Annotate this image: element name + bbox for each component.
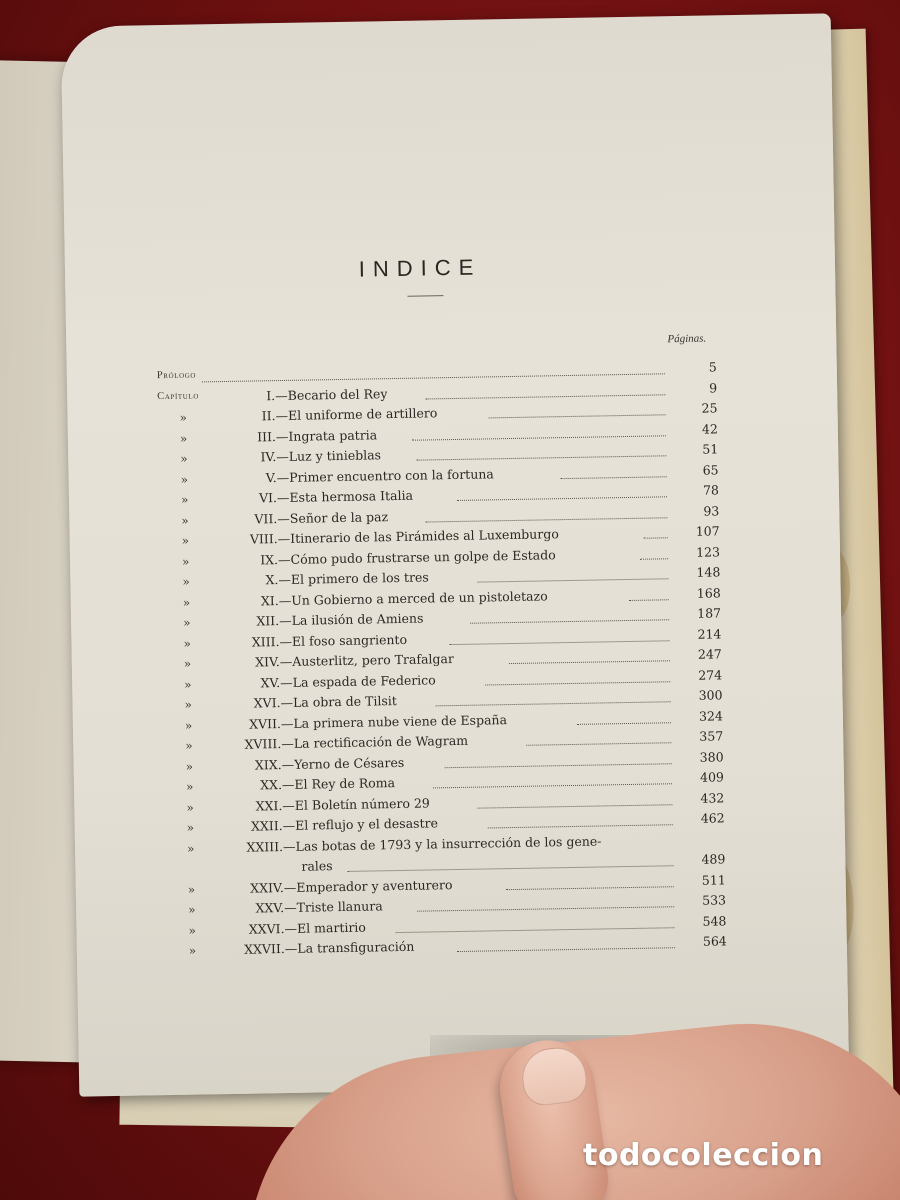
ditto-mark: » [185, 759, 194, 774]
chapter-numeral: XXV. [255, 900, 285, 916]
chapter-title: —Cómo pudo frustrarse un golpe de Estado [277, 546, 556, 567]
chapter-numeral: III. [256, 428, 277, 444]
chapter-numeral: XIX. [254, 756, 282, 773]
ditto-mark: » [183, 656, 192, 671]
chapter-title: —Ingrata patria [275, 426, 378, 444]
chapter-numeral: XVII. [248, 715, 282, 732]
page-number: 324 [698, 707, 723, 724]
ditto-mark: » [183, 636, 191, 651]
chapter-title: —El Boletín número 29 [282, 794, 430, 813]
ditto-mark: » [185, 738, 193, 753]
page-number: 107 [695, 523, 720, 539]
chapter-numeral: XIII. [251, 633, 280, 650]
chapter-numeral: X. [265, 572, 279, 588]
dot-leader [486, 680, 671, 685]
dot-leader [457, 495, 667, 501]
capitulo-label: Capítulo [157, 389, 200, 402]
prologo-label: Prólogo [156, 369, 197, 382]
dot-leader [348, 864, 674, 872]
page-number: 65 [702, 461, 719, 478]
page-number: 247 [697, 646, 722, 662]
ditto-mark: » [188, 923, 196, 938]
ditto-mark: » [187, 882, 196, 897]
chapter-numeral: XIV. [255, 654, 280, 670]
chapter-numeral: VIII. [249, 531, 278, 547]
ditto-mark: » [184, 697, 193, 712]
chapter-title: —Austerlitz, pero Trafalgar [279, 651, 455, 670]
ditto-mark: » [186, 800, 194, 815]
page-number: 462 [700, 810, 725, 826]
ditto-mark: » [181, 554, 190, 569]
chapter-title: —La obra de Tilsit [280, 693, 397, 711]
dot-leader [577, 721, 671, 725]
dot-leader [417, 454, 667, 460]
chapter-numeral: XVIII. [244, 736, 282, 752]
dot-leader [426, 516, 668, 522]
page-title: INDICE [358, 254, 482, 282]
page-number: 548 [702, 912, 727, 929]
page-number: 274 [698, 666, 723, 683]
ditto-mark: » [182, 574, 190, 589]
ditto-mark: » [180, 451, 188, 466]
chapter-title: —La transfiguración [284, 938, 415, 957]
dot-leader [433, 782, 672, 788]
dot-leader [457, 946, 675, 952]
page-number: 564 [702, 933, 727, 949]
ditto-mark: » [179, 410, 188, 425]
chapter-title: —El uniforme de artillero [275, 405, 438, 424]
page-number: 51 [702, 441, 719, 457]
dot-leader [395, 926, 674, 933]
page-number: 533 [702, 892, 727, 908]
page-number: 123 [695, 543, 721, 560]
dot-leader [477, 803, 672, 808]
ditto-mark: » [180, 492, 189, 507]
page-number: 9 [709, 379, 718, 396]
dot-leader [506, 885, 674, 890]
dot-leader [629, 598, 669, 601]
chapter-numeral: XXIV. [250, 879, 284, 896]
page-number: 187 [697, 605, 722, 621]
ditto-mark: » [188, 943, 197, 958]
chapter-title: —La rectificación de Wagram [281, 732, 469, 752]
chapter-title-continued: rales [301, 858, 333, 874]
title-rule [407, 295, 443, 297]
watermark-text: todocoleccion [583, 1138, 824, 1173]
dot-leader [644, 536, 668, 538]
page-number: 5 [708, 359, 717, 375]
chapter-numeral: XXII. [250, 818, 283, 834]
dot-leader [436, 700, 671, 706]
chapter-numeral: V. [265, 469, 277, 485]
chapter-numeral: XV. [260, 674, 281, 690]
chapter-numeral: XX. [260, 777, 283, 793]
chapter-title: —Esta hermosa Italia [276, 487, 414, 506]
chapter-numeral: I. [266, 387, 276, 403]
chapter-title: —La espada de Federico [280, 671, 436, 690]
chapter-numeral: XXVI. [248, 920, 285, 937]
dot-leader [640, 557, 668, 559]
dot-leader [412, 434, 666, 440]
index-page [61, 13, 850, 1096]
chapter-numeral: II. [261, 408, 276, 424]
chapter-numeral: VI. [258, 490, 278, 506]
page-number: 78 [702, 482, 720, 498]
page-number: 489 [701, 851, 726, 867]
ditto-mark: » [186, 820, 195, 835]
chapter-title: —La ilusión de Amiens [278, 610, 424, 629]
chapter-title: —El reflujo y el desastre [282, 815, 439, 834]
chapter-title: —Triste llanura [283, 898, 383, 916]
dot-leader [488, 823, 673, 828]
ditto-mark: » [188, 902, 196, 917]
ditto-mark: » [182, 595, 191, 610]
chapter-title: —El primero de los tres [278, 569, 429, 588]
chapter-title: —Las botas de 1793 y la insurrección de los gene- [282, 832, 602, 854]
chapter-numeral: XVI. [253, 695, 281, 711]
chapter-title: —El Rey de Roma [281, 775, 396, 793]
ditto-mark: » [184, 718, 193, 733]
dot-leader [417, 905, 674, 911]
ditto-mark: » [183, 615, 191, 630]
ditto-mark: » [179, 431, 188, 446]
dot-leader [561, 475, 667, 479]
ditto-mark: » [186, 841, 195, 856]
page-number: 432 [700, 789, 725, 806]
dot-leader [477, 577, 668, 582]
chapter-numeral: XII. [256, 613, 280, 629]
chapter-numeral: XXVII. [244, 941, 285, 957]
chapter-title: —El martirio [284, 919, 367, 936]
chapter-title: —Yerno de Césares [281, 754, 405, 772]
chapter-numeral: XXI. [255, 797, 283, 814]
chapter-title: —El foso sangriento [279, 631, 408, 649]
ditto-mark: » [184, 677, 192, 692]
dot-leader [425, 393, 665, 399]
chapter-numeral: XXIII. [246, 838, 284, 855]
page-number: 168 [696, 584, 721, 601]
page-number: 148 [696, 564, 721, 580]
dot-leader [470, 618, 669, 623]
chapter-numeral: VII. [254, 510, 278, 526]
chapter-title: —Luz y tinieblas [276, 447, 382, 465]
page-number: 214 [697, 625, 722, 642]
dot-leader [509, 659, 670, 664]
page-number: 42 [701, 420, 718, 437]
dot-leader [489, 413, 666, 418]
chapter-title: —Becario del Rey [275, 385, 388, 403]
dot-leader [445, 762, 672, 768]
page-number: 380 [699, 748, 724, 765]
ditto-mark: » [181, 513, 189, 528]
chapter-title: —Primer encuentro con la fortuna [276, 465, 494, 485]
page-number: 300 [698, 687, 723, 703]
dot-leader [527, 741, 672, 746]
chapter-numeral: IX. [260, 551, 279, 567]
chapter-title: —Itinerario de las Pirámides al Luxemburgo [277, 526, 559, 547]
dot-leader [449, 639, 669, 645]
page-number: 409 [699, 769, 725, 785]
page-number: 511 [701, 871, 726, 888]
chapter-title: —La primera nube viene de España [280, 711, 508, 731]
page-number: 25 [701, 400, 718, 416]
chapter-title: —Un Gobierno a merced de un pistoletazo [278, 587, 548, 608]
paginas-header: Páginas. [667, 332, 707, 346]
ditto-mark: » [185, 779, 194, 794]
ditto-mark: » [180, 472, 189, 487]
page-number: 357 [699, 728, 724, 744]
index-content [155, 251, 727, 958]
chapter-numeral: XI. [260, 592, 279, 608]
ditto-mark: » [181, 533, 190, 548]
chapter-title: —Señor de la paz [277, 508, 389, 526]
chapter-title: —Emperador y aventurero [283, 876, 453, 895]
chapter-numeral: IV. [260, 449, 277, 465]
table-of-contents [156, 358, 727, 958]
page-number: 93 [703, 502, 720, 519]
